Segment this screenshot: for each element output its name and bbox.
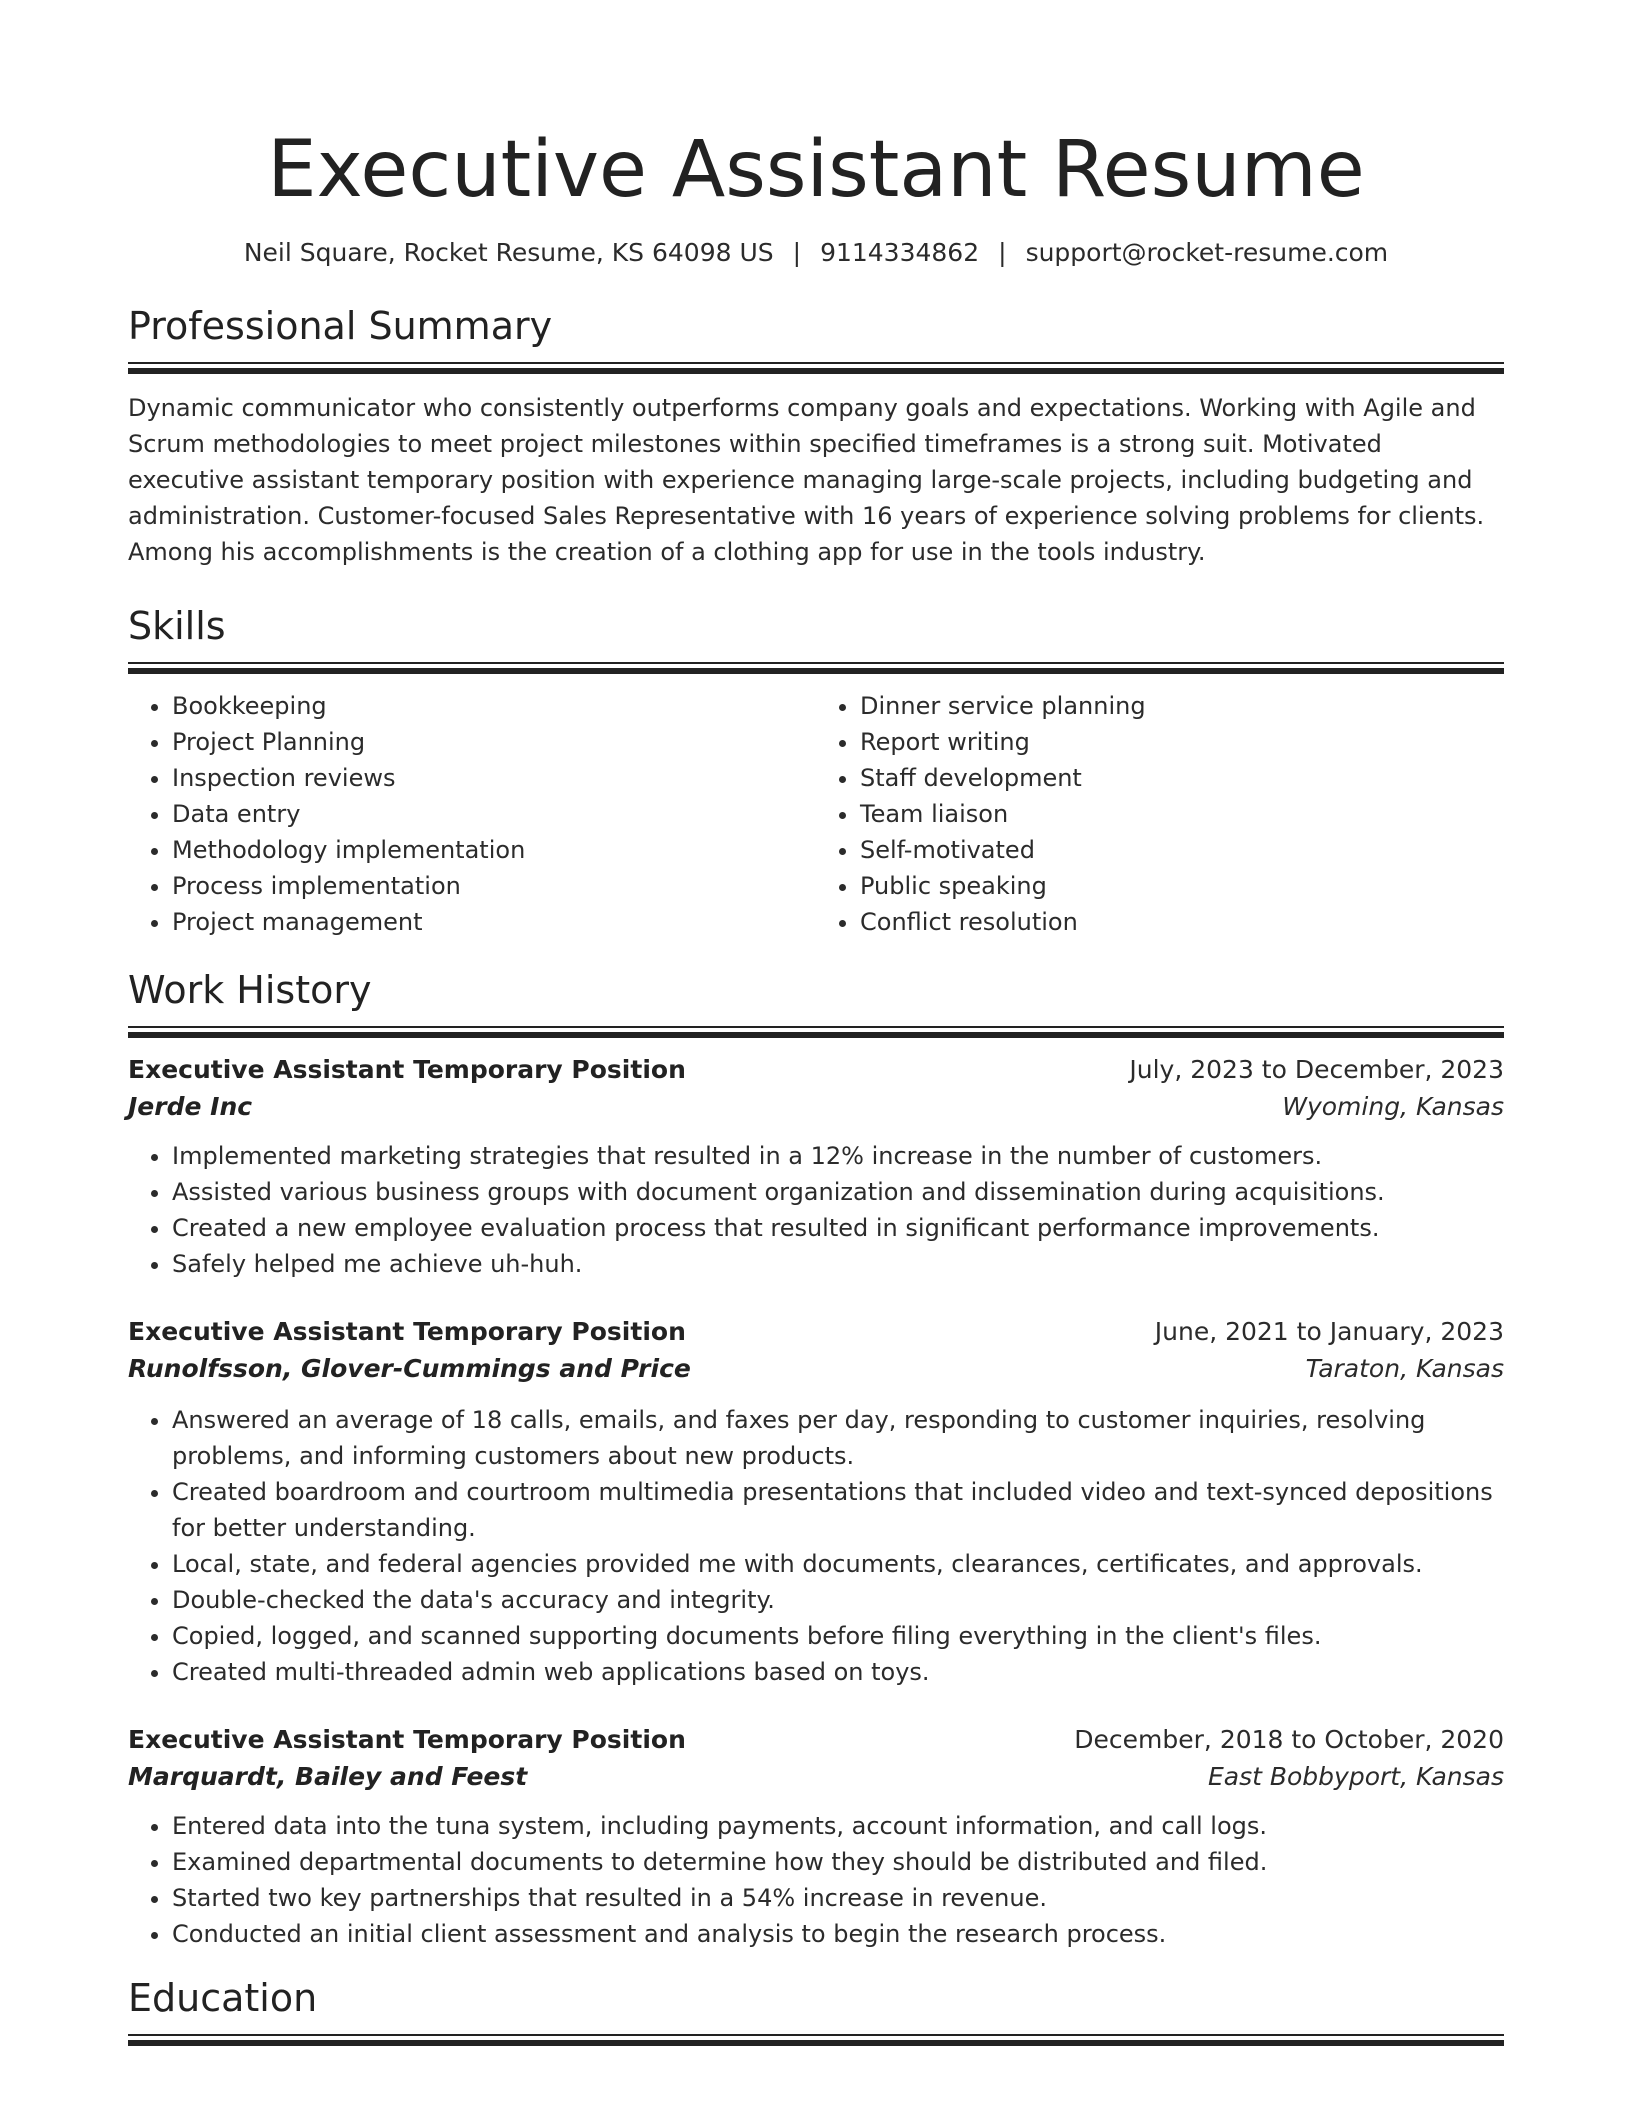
job-bullet: • Created a new employee evaluation process that resulted in significant performance improvements. — [172, 1210, 1504, 1246]
job-bullet: • Examined departmental documents to determine how they should be distributed and filed. — [172, 1844, 1504, 1880]
job-company-row — [128, 1350, 1504, 1388]
job-header-row — [128, 1722, 1504, 1758]
job-bullet: • Double-checked the data's accuracy and integrity. — [172, 1582, 1504, 1618]
job-dates: July, 2023 to December, 2023 — [1129, 1055, 1504, 1084]
contact-email: support@rocket-resume.com — [1025, 238, 1389, 267]
job-bullet: • Created multi-threaded admin web applications based on toys. — [172, 1654, 1504, 1690]
job-bullet: • Conducted an initial client assessment and analysis to begin the research process. — [172, 1916, 1504, 1952]
job-title: Executive Assistant Temporary Position — [128, 1317, 686, 1346]
skill-item: • Project management — [172, 904, 816, 940]
job-bullets — [128, 1138, 1504, 1282]
job-header-row — [128, 1314, 1504, 1350]
skill-item: • Inspection reviews — [172, 760, 816, 796]
job-bullet: • Started two key partnerships that resulted in a 54% increase in revenue. — [172, 1880, 1504, 1916]
job-entry — [128, 1314, 1504, 1690]
section-divider — [128, 362, 1504, 374]
skill-item: • Staff development — [860, 760, 1504, 796]
section-divider — [128, 1026, 1504, 1038]
summary-heading: Professional Summary — [128, 304, 553, 348]
contact-line — [128, 236, 1504, 270]
education-heading: Education — [128, 1976, 318, 2020]
job-company-row — [128, 1088, 1504, 1126]
job-bullet: • Created boardroom and courtroom multimedia presentations that included video and text-synced depositions for better understanding. — [172, 1474, 1504, 1546]
resume-title: Executive Assistant Resume — [267, 125, 1365, 215]
skill-item: • Bookkeeping — [172, 688, 816, 724]
job-title: Executive Assistant Temporary Position — [128, 1725, 686, 1754]
work-history-heading: Work History — [128, 968, 372, 1012]
company-name: Marquardt, Bailey and Feest — [128, 1762, 528, 1791]
contact-address: Neil Square, Rocket Resume, KS 64098 US — [243, 238, 774, 267]
job-header-row — [128, 1052, 1504, 1088]
job-bullets — [128, 1402, 1504, 1690]
job-entry — [128, 1722, 1504, 1952]
skill-item: • Process implementation — [172, 868, 816, 904]
company-name: Runolfsson, Glover-Cummings and Price — [128, 1354, 691, 1383]
job-bullet: • Copied, logged, and scanned supporting documents before filing everything in the client's files. — [172, 1618, 1504, 1654]
skills-heading: Skills — [128, 604, 226, 648]
skills-section — [128, 602, 1504, 940]
job-company-row — [128, 1758, 1504, 1796]
summary-text: Dynamic communicator who consistently outperforms company goals and expectations. Working with Agile and Scrum methodologies to meet project milestones within specified timeframes is a strong suit. Motivated executive assistant temporary position with experience managing large-scale projects, including budgeting and administration. Customer-focused Sales Representative with 16 years of experience solving problems for clients. Among his accomplishments is the creation of a clothing app for use in the tools industry. — [128, 394, 1485, 566]
contact-separator: | — [792, 238, 802, 267]
skill-item: • Report writing — [860, 724, 1504, 760]
job-entry — [128, 1052, 1504, 1282]
skill-item: • Data entry — [172, 796, 816, 832]
skills-column-right — [816, 688, 1504, 940]
contact-separator: | — [998, 238, 1007, 267]
job-bullet: • Safely helped me achieve uh-huh. — [172, 1246, 1504, 1282]
contact-phone: 9114334862 — [820, 238, 980, 267]
work-history-section — [128, 966, 1504, 1952]
section-divider — [128, 662, 1504, 674]
job-bullet: • Entered data into the tuna system, including payments, account information, and call logs. — [172, 1808, 1504, 1844]
job-location: Taraton, Kansas — [1305, 1354, 1504, 1383]
job-bullets — [128, 1808, 1504, 1952]
skill-item: • Project Planning — [172, 724, 816, 760]
job-title: Executive Assistant Temporary Position — [128, 1055, 686, 1084]
job-bullet: • Implemented marketing strategies that resulted in a 12% increase in the number of customers. — [172, 1138, 1504, 1174]
skill-item: • Public speaking — [860, 868, 1504, 904]
skill-item: • Methodology implementation — [172, 832, 816, 868]
job-location: Wyoming, Kansas — [1282, 1092, 1504, 1121]
job-dates: December, 2018 to October, 2020 — [1074, 1725, 1504, 1754]
education-section — [128, 1974, 1504, 2046]
skills-list — [128, 688, 1504, 940]
job-location: East Bobbyport, Kansas — [1207, 1762, 1504, 1791]
job-bullet: • Assisted various business groups with document organization and dissemination during acquisitions. — [172, 1174, 1504, 1210]
skill-item: • Team liaison — [860, 796, 1504, 832]
skill-item: • Conflict resolution — [860, 904, 1504, 940]
job-bullet: • Local, state, and federal agencies provided me with documents, clearances, certificates, and approvals. — [172, 1546, 1504, 1582]
summary-section — [128, 302, 1504, 570]
job-bullet: • Answered an average of 18 calls, emails, and faxes per day, responding to customer inquiries, resolving problems, and informing customers about new products. — [172, 1402, 1504, 1474]
skill-item: • Dinner service planning — [860, 688, 1504, 724]
company-name: Jerde Inc — [128, 1092, 253, 1121]
job-dates: June, 2021 to January, 2023 — [1154, 1317, 1504, 1346]
skill-item: • Self-motivated — [860, 832, 1504, 868]
skills-column-left — [128, 688, 816, 940]
section-divider — [128, 2034, 1504, 2046]
